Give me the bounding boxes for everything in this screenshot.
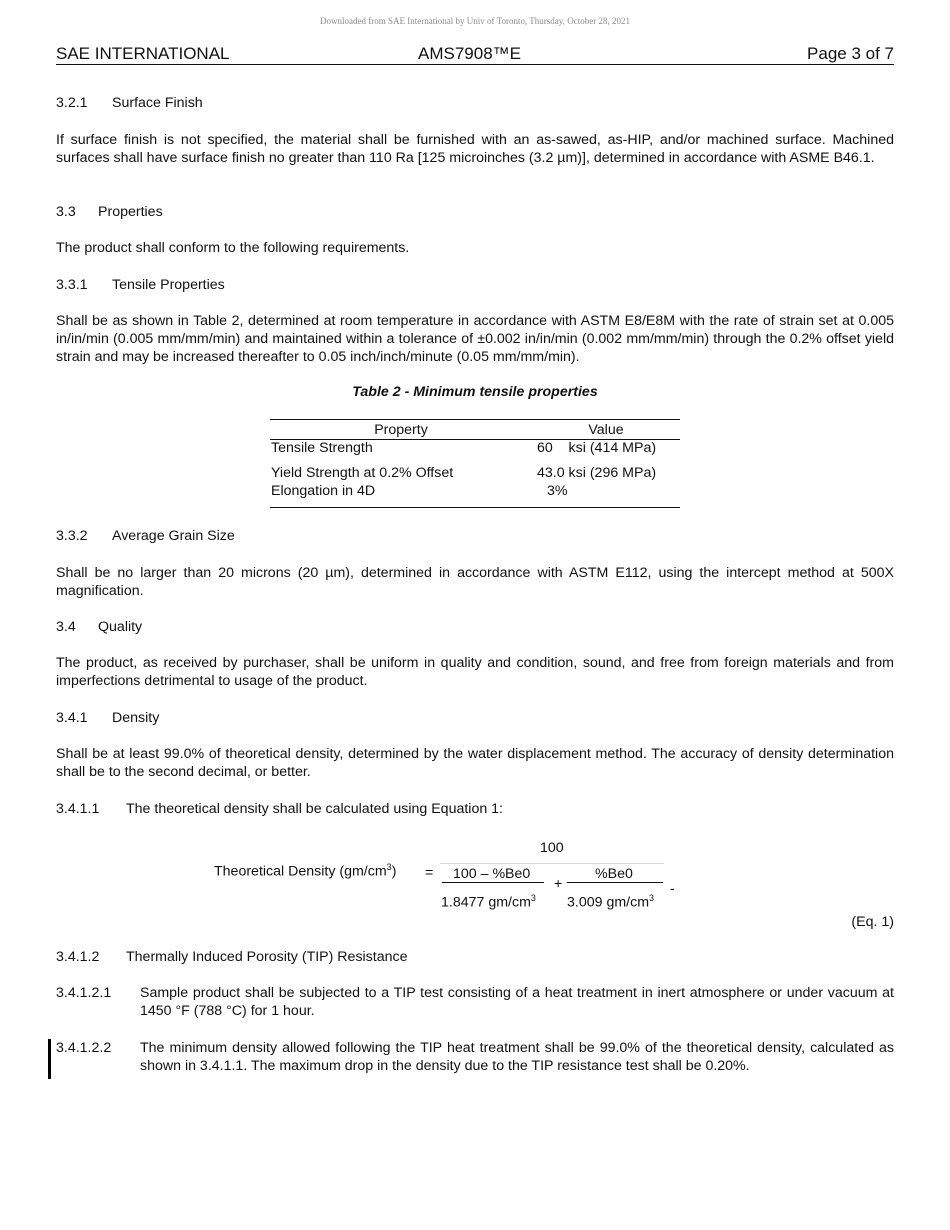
header-rule (56, 64, 894, 65)
equation-lhs-exponent: 3 (386, 862, 392, 872)
header-page-number: Page 3 of 7 (807, 44, 894, 63)
equation-term2-denominator-text: 3.009 gm/cm (567, 894, 650, 911)
section-body-3-3: The product shall conform to the following requirements. (56, 240, 410, 256)
section-title: Surface Finish (112, 95, 203, 111)
section-body-3-3-2: Shall be no larger than 20 microns (20 µm), determined in accordance with ASTM E112, using the intercept method at 500X magnification. (56, 565, 894, 599)
section-title: Quality (98, 619, 143, 635)
section-number-3-4-1-2-1: 3.4.1.2.1 (56, 985, 112, 1001)
section-heading-3-4 (56, 618, 894, 636)
equation-term2-denominator (567, 889, 654, 912)
table-header-property: Property (374, 422, 428, 438)
revision-change-bar (48, 1039, 51, 1079)
equation-lhs-text: Theoretical Density (gm/cm (214, 863, 387, 880)
table-top-rule (270, 419, 680, 420)
equation-trailing-mark: - (670, 881, 675, 897)
section-body-3-4-1-2-2: The minimum density allowed following the TIP heat treatment shall be 99.0% of the theoretical density, calculated as shown in 3.4.1.1. The maximum drop in the density due to the TIP resistance test shall be 0.20%. (140, 1040, 894, 1074)
equation-term1-denominator-text: 1.8477 gm/cm (441, 894, 531, 911)
section-number: 3.4.1.1 (56, 801, 100, 817)
section-number-3-4-1-2-2: 3.4.1.2.2 (56, 1040, 112, 1056)
section-number: 3.4 (56, 619, 76, 635)
section-heading-3-3-2 (56, 527, 894, 545)
section-number: 3.4.1.2 (56, 949, 100, 965)
table-cell-value: 43.0 ksi (296 MPa) (537, 465, 657, 481)
equation-label: (Eq. 1) (851, 914, 894, 930)
section-body-3-3-1: Shall be as shown in Table 2, determined at room temperature in accordance with ASTM E8/E8M with the rate of strain set at 0.005 in/in/min (0.005 mm/mm/min) and maintained within a tolerance of ±0.002 in/in/min (0.002 mm/mm/min) through the 0.2% offset yield strain and may be increased thereafter to 0.05 inch/inch/minute (0.05 mm/mm/min). (56, 313, 894, 365)
section-body-3-4-1: Shall be at least 99.0% of theoretical density, determined by the water displacement method. The accuracy of density determination shall be to the second decimal, or better. (56, 746, 894, 780)
section-number: 3.3.1 (56, 277, 88, 293)
section-heading-3-2-1 (56, 94, 894, 112)
equation-plus: + (554, 876, 563, 892)
section-heading-3-4-1 (56, 709, 894, 727)
table-cell-property: Elongation in 4D (271, 483, 376, 499)
section-title: The theoretical density shall be calculated using Equation 1: (126, 801, 503, 817)
equation-lhs-close: ) (391, 863, 397, 880)
table-bottom-rule (270, 507, 680, 508)
section-title: Density (112, 710, 160, 726)
section-number: 3.3.2 (56, 528, 88, 544)
section-body-3-2-1: If surface finish is not specified, the material shall be furnished with an as-sawed, as-HIP, and/or machined surface. Machined surfaces shall have surface finish no greater than 110 Ra [125 microinches (3.2 µm)], determined in accordance with ASME B46.1. (56, 132, 894, 166)
table-cell-value: 3% (547, 483, 568, 499)
section-number: 3.4.1 (56, 710, 88, 726)
equation-term2-exponent: 3 (649, 893, 655, 903)
equation-lhs (214, 858, 396, 881)
section-heading-3-4-1-1 (56, 800, 894, 818)
equation-term1-fraction-line (442, 882, 544, 883)
download-note: Downloaded from SAE International by Univ of Toronto, Thursday, October 28, 2021 (320, 16, 630, 26)
equation-equals: = (425, 865, 434, 881)
header-organization: SAE INTERNATIONAL (56, 44, 230, 63)
equation-main-fraction-line (440, 863, 664, 864)
section-number: 3.3 (56, 204, 76, 220)
section-heading-3-3-1 (56, 276, 894, 294)
equation-numerator: 100 (540, 840, 564, 856)
section-title: Average Grain Size (112, 528, 235, 544)
header-document-id: AMS7908™E (418, 44, 521, 63)
section-heading-3-4-1-2 (56, 948, 894, 966)
table-cell-property: Yield Strength at 0.2% Offset (271, 465, 454, 481)
table-header-value: Value (588, 422, 624, 438)
equation-term2-fraction-line (567, 882, 663, 883)
equation-term2-numerator: %Be0 (595, 866, 633, 882)
section-title: Properties (98, 204, 163, 220)
section-heading-3-3 (56, 203, 894, 221)
section-body-3-4: The product, as received by purchaser, shall be uniform in quality and condition, sound, and free from foreign materials and from imperfections detrimental to usage of the product. (56, 655, 894, 689)
section-number: 3.2.1 (56, 95, 88, 111)
table-cell-property: Tensile Strength (271, 440, 373, 456)
section-body-3-4-1-2-1: Sample product shall be subjected to a TIP test consisting of a heat treatment in inert atmosphere or under vacuum at 1450 °F (788 °C) for 1 hour. (140, 985, 894, 1019)
section-title: Thermally Induced Porosity (TIP) Resistance (126, 949, 408, 965)
section-title: Tensile Properties (112, 277, 225, 293)
equation-term1-exponent: 3 (530, 893, 536, 903)
equation-term1-denominator (441, 889, 536, 912)
equation-term1-numerator: 100 – %Be0 (453, 866, 531, 882)
table-caption: Table 2 - Minimum tensile properties (352, 384, 598, 400)
table-cell-value: 60 ksi (414 MPa) (537, 440, 657, 456)
